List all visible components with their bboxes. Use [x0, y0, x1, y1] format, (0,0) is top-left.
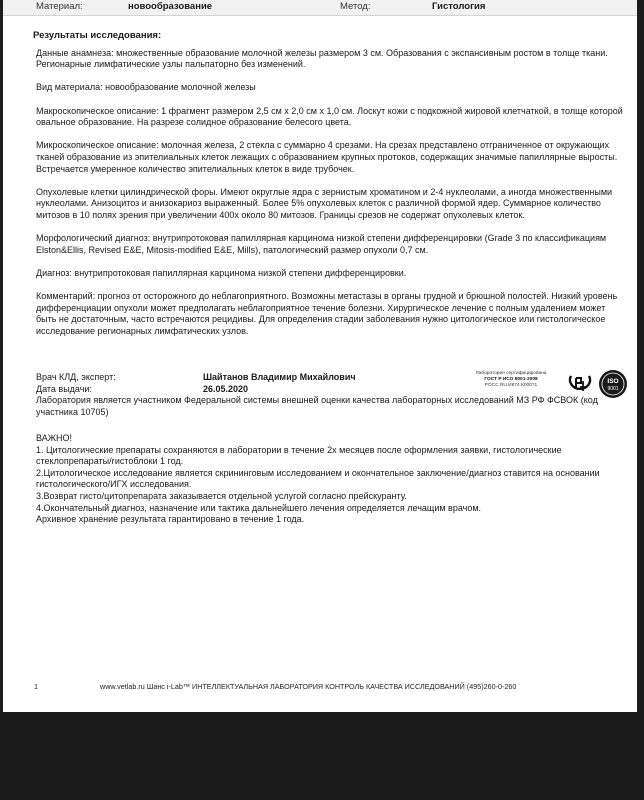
method-label: Метод:: [340, 1, 371, 12]
iso-logo-icon: [598, 369, 628, 399]
method-value: Гистология: [432, 1, 486, 12]
note-item: Архивное хранение результата гарантировано в течение 1 года.: [36, 514, 305, 525]
date-label: Дата выдачи:: [36, 383, 92, 394]
diagnosis-paragraph: Диагноз: внутрипротоковая папиллярная карцинома низкой степени дифференцировки.: [36, 267, 407, 278]
header-bar: [3, 0, 637, 16]
tumor-cells-paragraph: Опухолевые клетки цилиндрической форы. Имеют округлые ядра с зернистым хроматином и 2-4 нуклеолами, а иногда множественными нуклеолами. Анизоцитоз и анизокариоз выраженный. Более 5% опухолевых клеток с различной формой ядер. Суммарное количество митозов в 10 полях зрения при увеличении 400х около 80 митозов. Границы срезов не содержат опухолевых клеток.: [36, 186, 613, 220]
note-item: 4.Окончательный диагноз, назначение или тактика дальнейшего лечения определяется лечащим врачом.: [36, 502, 482, 513]
results-section: [33, 30, 623, 349]
date-value: 26.05.2020: [203, 383, 249, 394]
material-label: Материал:: [36, 1, 83, 12]
certification-text: [458, 371, 564, 389]
cert-line-3: РОСС RU.ИК74.К00071: [484, 383, 538, 388]
footer-text: www.vetlab.ru Шанс i-Lab™ ИНТЕЛЛЕКТУАЛЬНАЯ ЛАБОРАТОРИЯ КОНТРОЛЬ КАЧЕСТВА ИССЛЕДОВАНИЙ (495)260-0-260: [100, 682, 517, 691]
page-number: 1: [34, 682, 38, 691]
cert-line-1: Лаборатория сертифицирована: [475, 371, 547, 376]
document-page: [3, 0, 637, 712]
svg-text:9001: 9001: [607, 386, 619, 392]
note-item: 2.Цитологическое исследование является скрининговым исследованием и окончательное заключение/диагноз ставится на основании гистологического/ИГХ исследования.: [36, 467, 600, 490]
pct-logo-icon: [568, 372, 592, 394]
material-type-paragraph: Вид материала: новообразование молочной железы: [36, 82, 256, 93]
microscopic-paragraph: Микроскопическое описание: молочная железа, 2 стекла с суммарно 4 срезами. На срезах представлено отграниченное от окружающих тканей образование из эпителиальных клеток лежащих с образованием крупных протоков, содержащих значимые папиллярные выросты. Встречается умеренное количество эпителиальных клеток в виде трубочек.: [36, 140, 618, 174]
results-heading: Результаты исследования:: [33, 30, 162, 41]
note-item: 3.Возврат гисто/цитопрепарата заказывается отдельной услугой согласно прейскуранту.: [36, 490, 407, 501]
important-title: ВАЖНО!: [36, 433, 73, 443]
doctor-name: Шайтанов Владимир Михайлович: [203, 372, 356, 382]
doctor-label: Врач КЛД, эксперт:: [36, 372, 116, 382]
cert-line-2: ГОСТ Р ИСО 9001-2008: [484, 377, 538, 382]
svg-text:ISO: ISO: [607, 378, 619, 385]
important-notes: [36, 433, 626, 526]
morphological-diagnosis-paragraph: Морфологический диагноз: внутрипротоковая папиллярная карцинома низкой степени дифференцировки (Grade 3 по классификациям Elston&Ellis, Revised E&E, Mitosis-modified E&E, Mills), патологический размер опухоли 0,7 см.: [36, 233, 607, 255]
comment-paragraph: Комментарий: прогноз от осторожного до неблагоприятного. Возможны метастазы в органы грудной и брюшной полостей. Низкий уровень дифференциации опухоли может предполагать неблагоприятное течение болезни. Хирургическое лечение с полным удалением может быть не достаточным, часто встречаются рецидивы. Для определения стадии заболевания нужно цитологическое или гистологическое исследование регионарных лимфатических узлов.: [36, 291, 618, 336]
note-item: 1. Цитологические препараты сохраняются в лаборатории в течение 2х месяцев после оформления заявки, гистологические стеклопрепараты/гистоблоки 1 год.: [36, 444, 562, 467]
macroscopic-paragraph: Макроскопическое описание: 1 фрагмент размером 2,5 см х 2,0 см х 1,0 см. Лоскут кожи с подкожной жировой клетчаткой, в толще которой овальное образование. На разрезе солидное образование белесого цвета.: [36, 105, 623, 128]
anamnesis-paragraph: Данные анамнеза: множественные образование молочной железы размером 3 см. Образования с экспансивным ростом в толще ткани. Регионарные лимфатические узлы пальпаторно без изменений.: [36, 47, 608, 70]
participation-text: Лаборатория является участником Федеральной системы внешней оценки качества лабораторных исследований МЗ РФ ФСВОК (код участника 10705): [36, 395, 598, 417]
material-value: новообразование: [128, 1, 213, 12]
